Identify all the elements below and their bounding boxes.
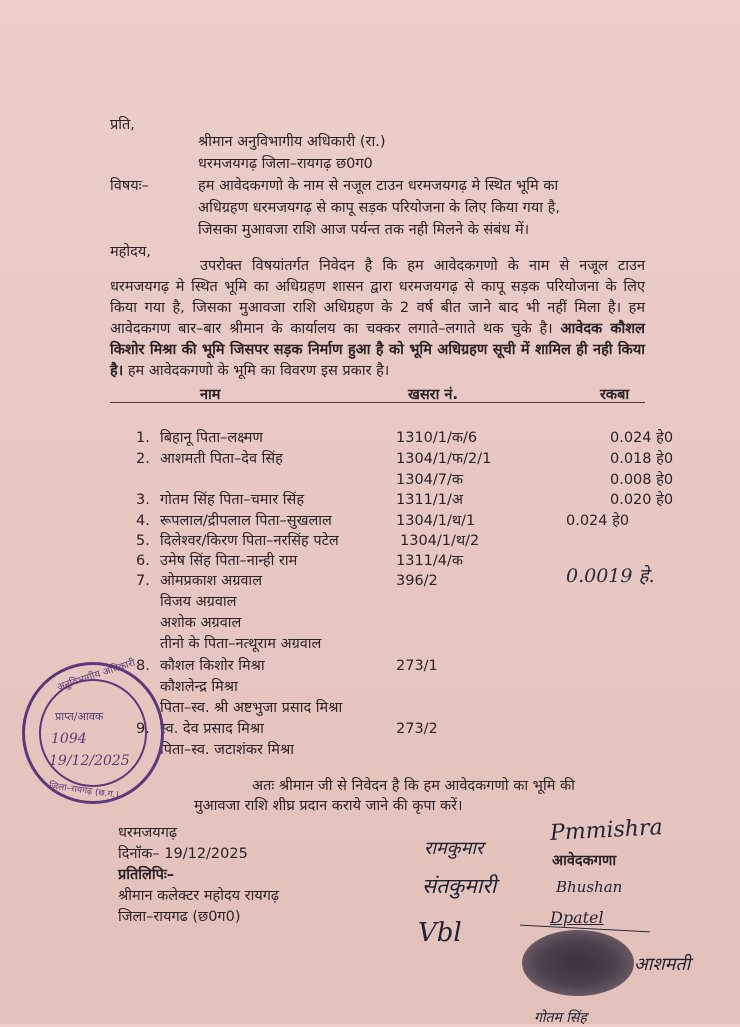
row-khasra: 1310/1/क/6 [396, 430, 478, 446]
stamp-footer: जिला–रायगढ़ (छ.ग.) [48, 781, 120, 801]
recipient-title: श्रीमान अनुविभागीय अधिकारी (रा.) [198, 134, 386, 150]
row-khasra: 396/2 [396, 573, 438, 589]
signature-6: Dpatel [550, 908, 604, 927]
body-tail: हम आवेदकगणो के भूमि का विवरण इस प्रकार है। [127, 363, 390, 379]
row-number: 1. [136, 430, 150, 446]
row-number: 4. [136, 513, 150, 529]
row-name: दिलेश्वर/किरण पिता–नरसिंह पटेल [160, 533, 339, 549]
row-number: 8. [136, 658, 150, 674]
signature-8: गोतम सिंह [534, 1010, 587, 1026]
col-header-name: नाम [200, 387, 221, 403]
recipient-address: धरमजयगढ़ जिला–रायगढ़ छ0ग0 [198, 156, 373, 172]
row-name: अशोक अग्रवाल [160, 615, 242, 631]
col-header-area: रकबा [600, 387, 630, 403]
subject-label: विषयः– [110, 178, 149, 194]
body-bold-statement: आवेदक कौशल किशोर मिश्रा की भूमि जिसपर सड़क निर्माण हुआ है को भूमि अधिग्रहण सूची में शामिल ही नही किया है। [110, 321, 645, 379]
row-name: गोतम सिंह पिता–चमार सिंह [160, 492, 305, 508]
row-khasra: 1304/1/थ/2 [400, 533, 480, 549]
copy-label: प्रतिलिपिः– [118, 867, 175, 883]
thumb-impression [522, 930, 634, 996]
row-khasra: 1311/4/क [396, 553, 464, 569]
signature-3: Vbl [418, 918, 462, 948]
row-name: ओमप्रकाश अग्रवाल [160, 573, 263, 589]
stamp-number: 1094 [51, 731, 87, 747]
row-name: स्व. देव प्रसाद मिश्रा [160, 721, 264, 737]
row-name: कौशल किशोर मिश्रा [160, 658, 265, 674]
row-name: तीनो के पिता–नत्थूराम अग्रवाल [160, 636, 322, 652]
closing-line-1: अतः श्रीमान जी से निवेदन है कि हम आवेदकगणो का भूमि की [252, 778, 575, 794]
signature-5: Bhushan [556, 878, 623, 896]
row-khasra: 1304/1/थ/1 [396, 513, 476, 529]
row-khasra: 1304/1/फ/2/1 [396, 451, 492, 467]
row-name: रूपलाल/द्रीपलाल पिता–सुखलाल [160, 513, 332, 529]
body-intro: उपरोक्त विषयांतर्गत निवेदन है कि हम आवेदकगणो के नाम से नजूल टाउन धरमजयगढ़ मे स्थित भूमि का अधिग्रहण शासन द्वारा धरमजयगढ़ से कापू सड़क परियोजना के लिए किया गया है, जिसका मुआवजा राशि अधिग्रहण के 2 वर्ष बीत जाने बाद भी नहीं मिला है। हम आवेदकगण बार–बार श्रीमान के कार्यालय का चक्कर लगाते–लगाते थक चुके है। [110, 258, 645, 337]
stamp-date: 19/12/2025 [49, 753, 130, 769]
body-paragraph [110, 256, 645, 382]
subject-line-1: हम आवेदकगणो के नाम से नजूल टाउन धरमजयगढ़ मे स्थित भूमि का [198, 178, 559, 194]
subject-line-2: अधिग्रहण धरमजयगढ़ से कापू सड़क परियोजना के लिए किया गया है, [198, 200, 560, 216]
stamp-title: अनुविभागीय अधिकारी [55, 657, 137, 694]
row-khasra: 1304/7/क [396, 472, 464, 488]
row-name: बिहानू पिता–लक्ष्मण [160, 430, 263, 446]
row-area: 0.020 हे0 [610, 492, 674, 508]
row-number: 2. [136, 451, 150, 467]
row-number: 7. [136, 573, 150, 589]
signature-4: Pmmishra [549, 815, 664, 846]
signature-1: रामकुमार [424, 838, 484, 859]
date-line: दिनॉक– 19/12/2025 [118, 846, 248, 862]
row-name: विजय अग्रवाल [160, 594, 237, 610]
row-name: उमेष सिंह पिता–नान्ही राम [160, 553, 298, 569]
applicants-label: आवेदकगणा [552, 853, 617, 869]
row-area: 0.018 हे0 [610, 451, 674, 467]
row-area: 0.024 हे0 [566, 513, 630, 529]
subject-line-3: जिसका मुआवजा राशि आज पर्यन्त तक नही मिलने के संबंध में। [198, 222, 530, 238]
copy-line-2: जिला–रायगढ (छ0ग0) [118, 909, 241, 925]
row-khasra: 1311/1/अ [396, 492, 463, 508]
row-number: 9. [136, 721, 150, 737]
col-header-khasra: खसरा नं. [408, 387, 458, 403]
place: धरमजयगढ़ [118, 825, 178, 841]
row-khasra: 273/1 [396, 658, 438, 674]
closing-line-2: मुआवजा राशि शीघ्र प्रदान कराये जाने की कृपा करें। [194, 798, 463, 814]
row-name: पिता–स्व. जटाशंकर मिश्रा [160, 742, 294, 758]
row-khasra: 273/2 [396, 721, 438, 737]
row-number: 5. [136, 533, 150, 549]
office-stamp [22, 657, 164, 804]
row-name: आशमती पिता–देव सिंह [160, 451, 283, 467]
row-area: 0.008 हे0 [610, 472, 674, 488]
row-name: कौशलेन्द्र मिश्रा [160, 679, 238, 695]
row-area-handwritten: 0.0019 हे. [566, 565, 655, 587]
stamp-line-1: प्राप्त/आवक [55, 710, 104, 723]
header-divider [110, 402, 645, 403]
signature-2: संतकुमारी [422, 874, 497, 898]
prati-label: प्रति, [110, 117, 135, 133]
copy-line-1: श्रीमान कलेक्टर महोदय रायगढ़ [118, 888, 280, 904]
row-number: 3. [136, 492, 150, 508]
salutation: महोदय, [110, 244, 151, 260]
row-number: 6. [136, 553, 150, 569]
signature-7: आशमती [634, 954, 691, 975]
row-name: पिता–स्व. श्री अष्टभुजा प्रसाद मिश्रा [160, 700, 343, 716]
row-area: 0.024 हे0 [610, 430, 674, 446]
